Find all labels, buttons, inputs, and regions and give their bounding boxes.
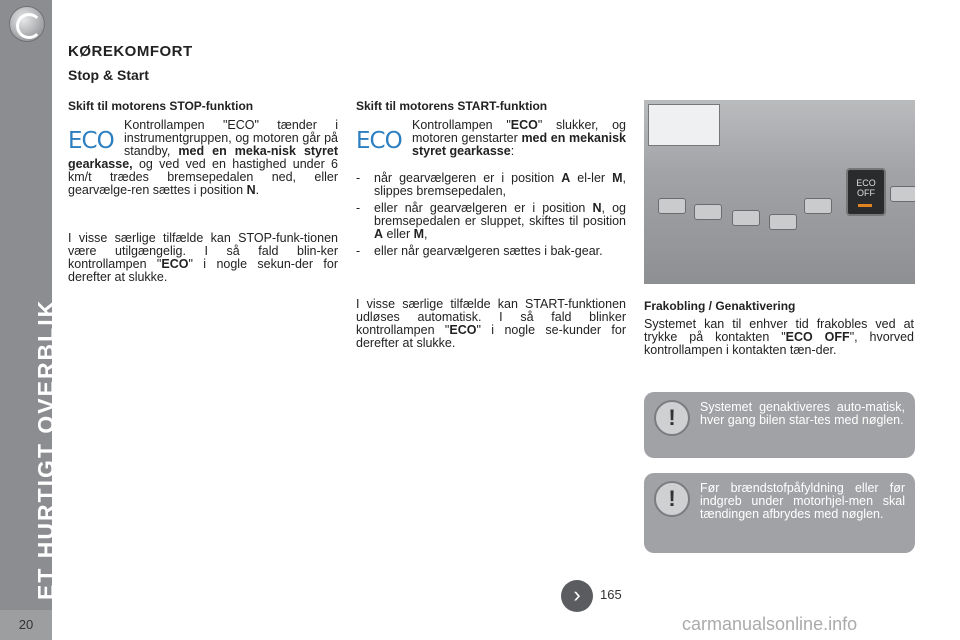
list-item: - eller når gearvælgeren er i position N, og bremsepedalen er sluppet, skiftes til position A eller M, [356, 202, 626, 241]
dashboard-photo [644, 100, 915, 284]
switch-icon [890, 186, 915, 202]
stop-function-title: Skift til motorens STOP-funktion [68, 99, 254, 113]
page-number: 165 [600, 587, 622, 602]
list-item: - eller når gearvælgeren sættes i bak-gear. [356, 245, 626, 258]
switch-icon [694, 204, 722, 220]
stop-function-note: I visse særlige tilfælde kan STOP-funk-tionen være utilgængelig. I så fald blin-ker kontrollampen "ECO" i nogle sekun-der for derefter at slukke. [68, 231, 338, 284]
switch-icon [769, 214, 797, 230]
stop-function-text: Kontrollampen "ECO" tænder i instrumentgruppen, og motoren går på standby, med en meka-nisk styret gearkasse, og ved ved en hastighed under 6 km/t trædes bremsepedalen ned, eller gearvælge-ren sættes i position N. [68, 118, 338, 197]
sidebar [0, 0, 59, 640]
start-function-text: Kontrollampen "ECO" slukker, og motoren genstarter med en mekanisk styret gearkasse: [412, 118, 627, 158]
deactivation-title: Frakobling / Genaktivering [644, 299, 796, 313]
page-title: KØREKOMFORT [68, 43, 193, 60]
eco-indicator-icon: ECO [356, 128, 402, 154]
eco-indicator-icon: ECO [68, 128, 114, 154]
warning-text: Systemet genaktiveres auto-matisk, hver gang bilen star-tes med nøglen. [700, 400, 905, 427]
eco-off-led [858, 204, 872, 207]
next-page-icon[interactable]: › [561, 580, 593, 612]
deactivation-text: Systemet kan til enhver tid frakobles ved at trykke på kontakten "ECO OFF", hvorved kontrollampen i kontakten tæn-der. [644, 317, 914, 357]
watermark: carmanualsonline.info [682, 614, 858, 634]
exclamation-icon: ! [654, 481, 690, 517]
list-item: - når gearvælgeren er i position A el-ler M, slippes bremsepedalen, [356, 172, 626, 198]
exclamation-icon: ! [654, 400, 690, 436]
page-number-left: 20 [0, 610, 52, 640]
switch-icon [658, 198, 686, 214]
switch-icon [804, 198, 832, 214]
section-subtitle: Stop & Start [68, 67, 149, 83]
start-conditions-list [356, 172, 626, 262]
start-function-note: I visse særlige tilfælde kan START-funktionen udløses automatisk. I så fald blinker kontrollampen "ECO" i nogle se-kunder for derefter at slukke. [356, 297, 626, 350]
section-title: ET HURTIGT OVERBLIK [33, 298, 59, 600]
switch-icon [732, 210, 760, 226]
eco-off-button: ECO OFF [846, 168, 886, 216]
warning-box [644, 473, 915, 553]
warning-text: Før brændstofpåfyldning eller før indgreb under motorhjel-men skal tændingen afbrydes med nøglen. [700, 481, 905, 521]
warning-box [644, 392, 915, 458]
car-interior-thumbnail-icon [648, 104, 720, 146]
start-function-title: Skift til motorens START-funktion [356, 99, 548, 113]
logo-circle-icon [9, 6, 45, 42]
